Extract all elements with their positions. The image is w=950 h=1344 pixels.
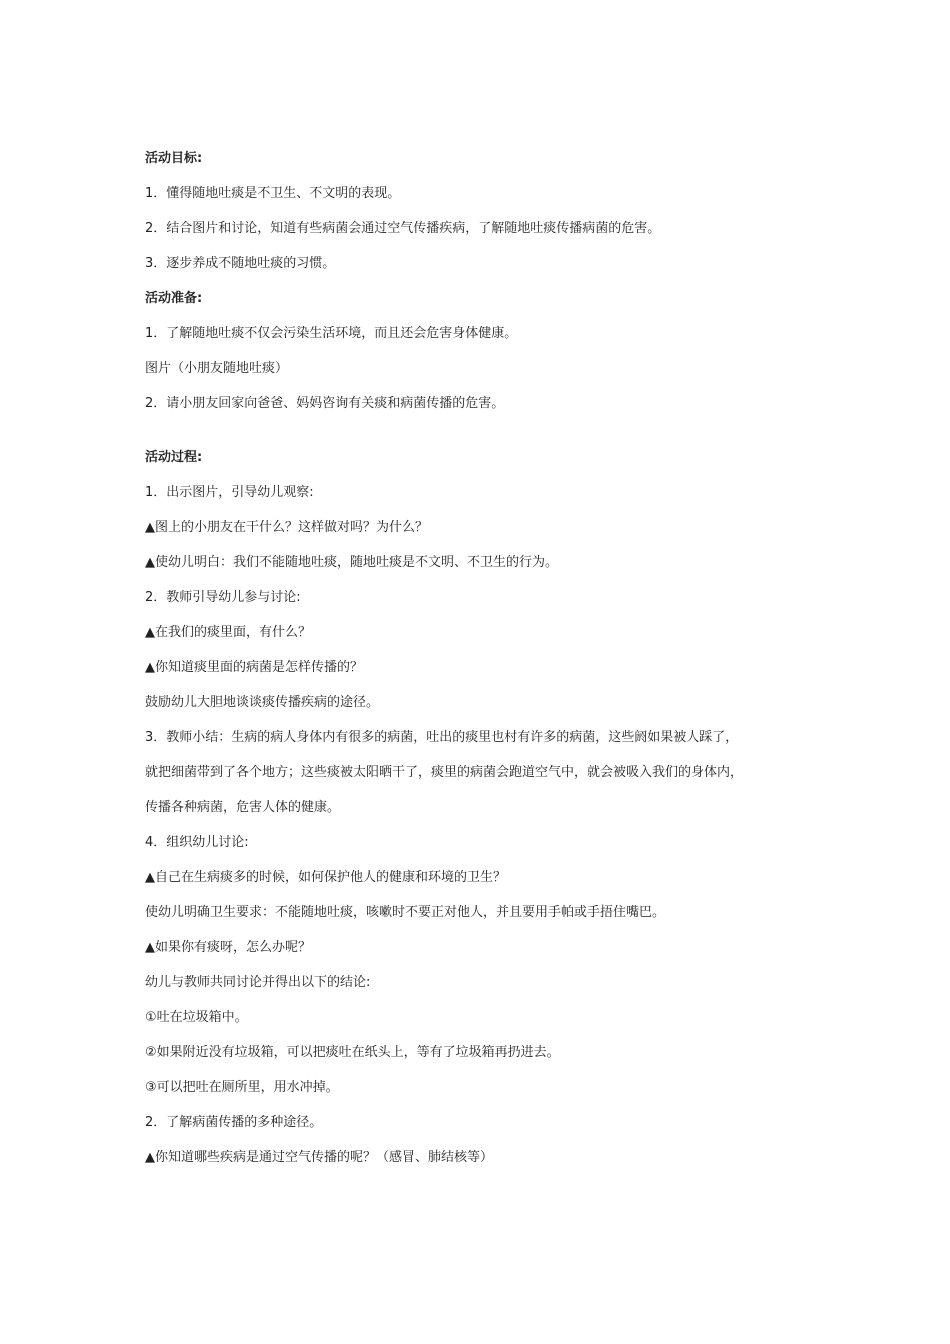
paragraph: 1．出示图片，引导幼儿观察: xyxy=(145,485,314,500)
paragraph: ▲使幼儿明白：我们不能随地吐痰，随地吐痰是不文明、不卫生的行为。 xyxy=(145,555,558,570)
section-spacer xyxy=(145,428,825,447)
paragraph: ▲自己在生病痰多的时候，如何保护他人的健康和环境的卫生？ xyxy=(145,870,506,885)
section-heading-process: 活动过程: xyxy=(145,450,203,465)
paragraph: 传播各种病菌，危害人体的健康。 xyxy=(145,800,341,815)
paragraph: 2．教师引导幼儿参与讨论: xyxy=(145,590,301,605)
paragraph: ▲图上的小朋友在干什么？这样做对吗？为什么？ xyxy=(145,520,428,535)
section-heading-goals: 活动目标: xyxy=(145,151,203,166)
paragraph: ▲你知道哪些疾病是通过空气传播的呢？（感冒、肺结核等） xyxy=(145,1150,493,1165)
paragraph: 幼儿与教师共同讨论并得出以下的结论: xyxy=(145,975,371,990)
paragraph: 2．结合图片和讨论，知道有些病菌会通过空气传播疾病，了解随地吐痰传播病菌的危害。 xyxy=(145,221,661,236)
paragraph: 2．了解病菌传播的多种途径。 xyxy=(145,1115,323,1130)
paragraph: ①吐在垃圾箱中。 xyxy=(145,1010,248,1025)
paragraph: 4．组织幼儿讨论: xyxy=(145,835,249,850)
paragraph: 1．了解随地吐痰不仅会污染生活环境，而且还会危害身体健康。 xyxy=(145,326,518,341)
paragraph: ▲在我们的痰里面，有什么？ xyxy=(145,625,311,640)
paragraph: 1．懂得随地吐痰是不卫生、不文明的表现。 xyxy=(145,186,401,201)
paragraph: 3．教师小结：生病的病人身体内有很多的病菌，吐出的痰里也村有许多的病菌，这些阏如果被人踩了， xyxy=(145,730,739,745)
paragraph: 鼓励幼儿大胆地谈谈痰传播疾病的途径。 xyxy=(145,695,380,710)
document-body xyxy=(145,148,825,1182)
paragraph: 2．请小朋友回家向爸爸、妈妈咨询有关痰和病菌传播的危害。 xyxy=(145,396,505,411)
paragraph: 3．逐步养成不随地吐痰的习惯。 xyxy=(145,256,336,271)
paragraph: 就把细菌带到了各个地方；这些痰被太阳晒干了，痰里的病菌会跑道空气中，就会被吸入我们的身体内， xyxy=(145,765,744,780)
paragraph: 使幼儿明确卫生要求：不能随地吐痰，咳嗽时不要正对他人，并且要用手帕或手捂住嘴巴。 xyxy=(145,905,666,920)
section-heading-prep: 活动准备: xyxy=(145,291,203,306)
paragraph: 图片（小朋友随地吐痰） xyxy=(145,361,289,376)
paragraph: ▲你知道痰里面的病菌是怎样传播的？ xyxy=(145,660,363,675)
paragraph: ③可以把吐在厕所里，用水冲掉。 xyxy=(145,1080,339,1095)
paragraph: ②如果附近没有垃圾箱，可以把痰吐在纸头上，等有了垃圾箱再扔进去。 xyxy=(145,1045,560,1060)
paragraph: ▲如果你有痰呀，怎么办呢？ xyxy=(145,940,311,955)
